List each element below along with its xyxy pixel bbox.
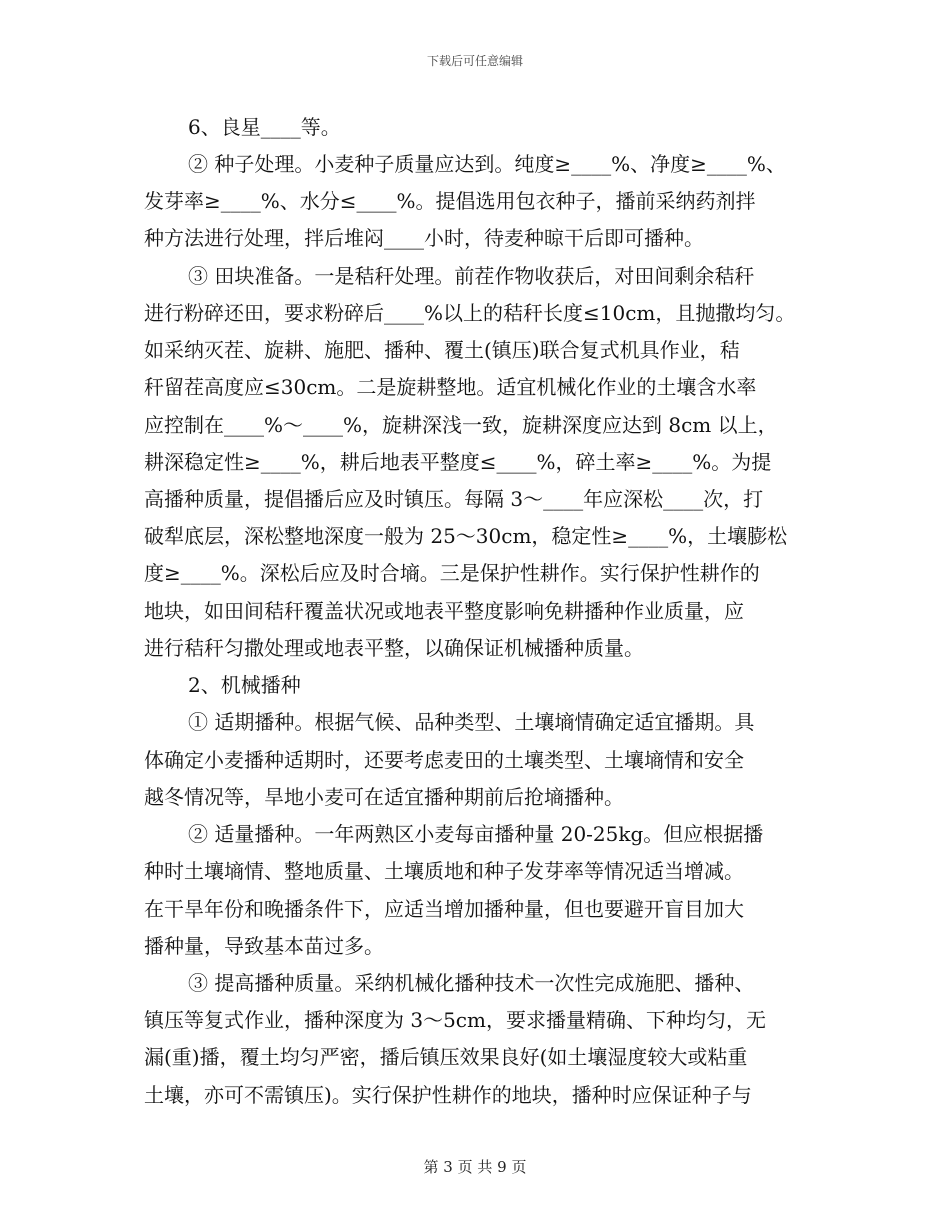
text-line: 在干旱年份和晚播条件下，应适当增加播种量，但也要避开盲目加大: [144, 897, 744, 921]
text-line: 应控制在____%～____%，旋耕深浅一致，旋耕深度应达到 8cm 以上，: [144, 413, 778, 437]
page-footer: 第 3 页 共 9 页: [423, 1158, 527, 1176]
text-line: 破犁底层，深松整地深度一般为 25～30cm，稳定性≥____%，土壤膨松: [144, 524, 788, 548]
section-heading: 2、机械播种: [188, 673, 301, 697]
text-line: 越冬情况等，旱地小麦可在适宜播种期前后抢墒播种。: [144, 785, 624, 809]
text-line: 秆留茬高度应≤30cm。二是旋耕整地。适宜机械化作业的土壤含水率: [144, 375, 757, 399]
text-line: ① 适期播种。根据气候、品种类型、土壤墒情确定适宜播期。具: [188, 710, 755, 734]
text-line: 6、良星____等。: [188, 115, 341, 139]
text-line: 进行粉碎还田，要求粉碎后____%以上的秸秆长度≤10cm，且抛撒均匀。: [144, 301, 796, 325]
text-line: ③ 田块准备。一是秸秆处理。前茬作物收获后，对田间剩余秸秆: [188, 264, 755, 288]
text-line: ② 种子处理。小麦种子质量应达到。纯度≥____%、净度≥____%、: [188, 152, 786, 176]
text-line: 体确定小麦播种适期时，还要考虑麦田的土壤类型、土壤墒情和安全: [144, 748, 744, 772]
text-line: 进行秸秆匀撒处理或地表平整，以确保证机械播种质量。: [144, 636, 644, 660]
text-line: 种时土壤墒情、整地质量、土壤质地和种子发芽率等情况适当增减。: [144, 859, 744, 883]
text-line: 耕深稳定性≥____%，耕后地表平整度≤____%，碎土率≥____%。为提: [144, 450, 772, 474]
text-line: 高播种质量，提倡播后应及时镇压。每隔 3～____年应深松____次，打: [144, 487, 764, 511]
text-line: ② 适量播种。一年两熟区小麦每亩播种量 20-25kg。但应根据播: [188, 822, 764, 846]
text-line: 度≥____%。深松后应及时合墒。三是保护性耕作。实行保护性耕作的: [144, 561, 760, 585]
text-line: 如采纳灭茬、旋耕、施肥、播种、覆土(镇压)联合复式机具作业，秸: [144, 338, 740, 362]
text-line: 漏(重)播，覆土均匀严密，播后镇压效果良好(如土壤湿度较大或粘重: [144, 1045, 748, 1069]
text-line: 种方法进行处理，拌后堆闷____小时，待麦种晾干后即可播种。: [144, 226, 704, 250]
text-line: 镇压等复式作业，播种深度为 3～5cm，要求播量精确、下种均匀，无: [144, 1008, 766, 1032]
text-line: 土壤，亦可不需镇压)。实行保护性耕作的地块，播种时应保证种子与: [144, 1083, 752, 1107]
text-line: 播种量，导致基本苗过多。: [144, 934, 384, 958]
text-line: ③ 提高播种质量。采纳机械化播种技术一次性完成施肥、播种、: [188, 971, 755, 995]
page-header: 下载后可任意编辑: [426, 54, 523, 68]
text-line: 发芽率≥____%、水分≤____%。提倡选用包衣种子，播前采纳药剂拌: [144, 189, 756, 213]
text-line: 地块，如田间秸秆覆盖状况或地表平整度影响免耕播种作业质量，应: [144, 599, 744, 623]
